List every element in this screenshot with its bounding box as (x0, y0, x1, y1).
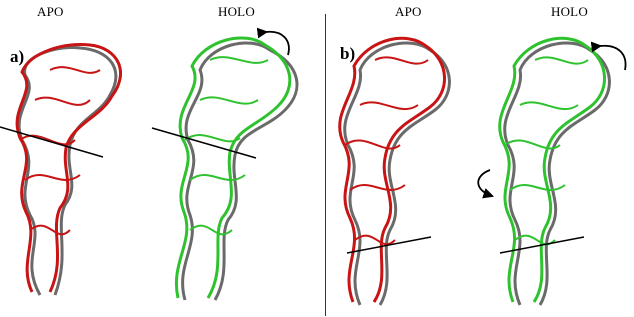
panel-b-apo-title: APO (395, 4, 422, 19)
panel-a-apo-cut-line (0, 127, 103, 157)
panel-a-label: a) (10, 47, 25, 66)
panel-b-holo-structure (500, 38, 610, 305)
curved-arrow-icon (478, 170, 492, 196)
curved-arrow-icon (266, 32, 289, 55)
panel-b-label: b) (340, 44, 356, 63)
panel-b-holo-title: HOLO (551, 4, 588, 19)
panel-a-apo-title: APO (37, 4, 64, 19)
panel-b-apo-structure (340, 38, 450, 305)
panel-a-apo-structure (17, 44, 120, 295)
panel-a-holo-structure (176, 38, 297, 300)
panel-a-holo-title: HOLO (218, 4, 255, 19)
